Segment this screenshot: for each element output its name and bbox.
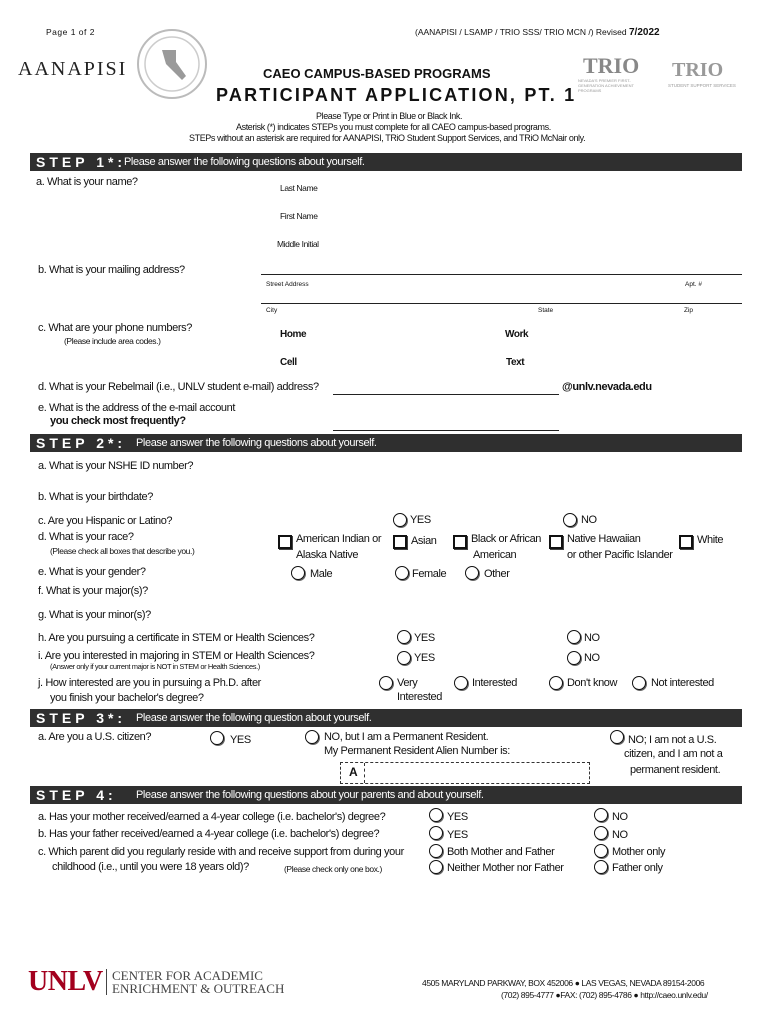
father-only-radio[interactable]: [594, 860, 608, 874]
phd-dont-know-radio[interactable]: [549, 676, 563, 690]
neither-parent-radio[interactable]: [429, 860, 443, 874]
state-label: State: [538, 307, 554, 314]
race-american-indian-label-2: Alaska Native: [296, 549, 359, 561]
trio-logo-premier: TRIO: [583, 53, 640, 78]
program-title: CAEO CAMPUS-BASED PROGRAMS: [263, 66, 491, 81]
rebelmail-field[interactable]: [333, 394, 559, 395]
question-birthdate: b. What is your birthdate?: [38, 491, 153, 503]
question-race: d. What is your race?: [38, 531, 134, 543]
instruction-steps: STEPs without an asterisk are required for AANAPISI, TRiO Student Support Services, and TRiO McNair only.: [189, 133, 586, 143]
street-address-label: Street Address: [266, 281, 309, 288]
footer-contact: (702) 895-4777 ●FAX: (702) 895-4786 ● http://caeo.unlv.edu/: [501, 990, 708, 1000]
mother-only-label: Mother only: [612, 846, 666, 858]
father-degree-no-label: NO: [612, 829, 628, 841]
both-parents-radio[interactable]: [429, 844, 443, 858]
father-degree-yes-radio[interactable]: [429, 826, 443, 840]
question-email-line2: you check most frequently?: [50, 415, 186, 427]
cell-phone-label: Cell: [280, 357, 297, 368]
phone-note: (Please include area codes.): [64, 336, 161, 346]
parent-note: (Please check only one box.): [284, 864, 382, 874]
last-name-label: Last Name: [280, 183, 318, 193]
interested-no-radio[interactable]: [567, 651, 581, 665]
caeo-name-line2: ENRICHMENT & OUTREACH: [112, 981, 285, 996]
alien-number-field[interactable]: [340, 762, 590, 784]
gender-male-radio[interactable]: [291, 566, 305, 580]
neither-parent-label: Neither Mother nor Father: [447, 862, 564, 874]
question-nshe: a. What is your NSHE ID number?: [38, 460, 194, 472]
certificate-no-radio[interactable]: [567, 630, 581, 644]
city-state-zip-field[interactable]: [261, 303, 742, 304]
step2-band: [30, 434, 742, 452]
interested-yes-radio[interactable]: [397, 651, 411, 665]
unlv-wordmark: UNLV: [28, 966, 103, 997]
alien-number-divider: [364, 763, 365, 783]
mother-degree-no-radio[interactable]: [594, 808, 608, 822]
question-major: f. What is your major(s)?: [38, 585, 148, 597]
hispanic-yes-radio[interactable]: [393, 513, 407, 527]
phd-very-label-2: Interested: [397, 691, 442, 703]
step3-label: STEP 3*:: [36, 710, 127, 726]
race-asian-checkbox[interactable]: [393, 535, 407, 549]
hispanic-no-label: NO: [581, 514, 597, 526]
race-black-label-2: American: [473, 549, 517, 561]
certificate-yes-radio[interactable]: [397, 630, 411, 644]
home-phone-label: Home: [280, 329, 307, 340]
frequent-email-field[interactable]: [333, 430, 559, 431]
interested-yes-label: YES: [414, 652, 435, 664]
revision-line: [415, 27, 660, 38]
mother-degree-yes-label: YES: [447, 811, 468, 823]
father-degree-yes-label: YES: [447, 829, 468, 841]
phd-very-interested-radio[interactable]: [379, 676, 393, 690]
phd-not-interested-label: Not interested: [651, 677, 714, 689]
race-white-checkbox[interactable]: [679, 535, 693, 549]
certificate-yes-label: YES: [414, 632, 435, 644]
mother-only-radio[interactable]: [594, 844, 608, 858]
alien-number-prefix: A: [349, 765, 358, 779]
trio-logo-sss: TRIO: [672, 59, 724, 81]
race-american-indian-label: American Indian or: [296, 533, 382, 545]
citizen-yes-label: YES: [230, 734, 251, 746]
phd-interested-radio[interactable]: [454, 676, 468, 690]
trio-logo-premier-tagline: NEVADA'S PREMIER FIRST-GENERATION ACHIEVEMENT PROGRAMS: [578, 78, 634, 93]
phd-very-label: Very: [397, 677, 418, 689]
question-mother-degree: a. Has your mother received/earned a 4-year college (i.e. bachelor's) degree?: [38, 811, 386, 823]
instruction-asterisk: Asterisk (*) indicates STEPs you must complete for all CAEO campus-based programs.: [236, 122, 551, 132]
phd-interested-label: Interested: [472, 677, 517, 689]
page-number: Page 1 of 2: [46, 27, 95, 37]
hispanic-no-radio[interactable]: [563, 513, 577, 527]
race-asian-label: Asian: [411, 535, 437, 547]
question-certificate: h. Are you pursuing a certificate in STEM or Health Sciences?: [38, 632, 315, 644]
not-citizen-label-2: citizen, and I am not a: [624, 748, 723, 760]
step1-label: STEP 1*:: [36, 154, 127, 170]
revision-date: 7/2022: [628, 27, 660, 38]
question-parent-line2: childhood (i.e., until you were 18 years old)?: [52, 861, 249, 873]
nevada-seal-icon: [136, 28, 208, 100]
citizen-yes-radio[interactable]: [210, 731, 224, 745]
interested-note: (Answer only if your current major is NOT in STEM or Health Sciences.): [50, 662, 260, 671]
permanent-resident-label: NO, but I am a Permanent Resident.: [324, 731, 489, 743]
gender-other-radio[interactable]: [465, 566, 479, 580]
text-phone-label: Text: [506, 357, 525, 368]
gender-female-label: Female: [412, 568, 447, 580]
gender-female-radio[interactable]: [395, 566, 409, 580]
phd-dont-know-label: Don't know: [567, 677, 618, 689]
question-parent-line1: c. Which parent did you regularly reside with and receive support from during your: [38, 846, 404, 858]
mother-degree-no-label: NO: [612, 811, 628, 823]
step3-message: Please answer the following question about yourself.: [136, 712, 372, 724]
question-father-degree: b. Has your father received/earned a 4-year college (i.e. bachelor's) degree?: [38, 828, 380, 840]
gender-other-label: Other: [484, 568, 510, 580]
certificate-no-label: NO: [584, 632, 600, 644]
aanapisi-logo: AANAPISI: [18, 58, 128, 80]
mother-degree-yes-radio[interactable]: [429, 808, 443, 822]
both-parents-label: Both Mother and Father: [447, 846, 555, 858]
caeo-name-line1: CENTER FOR ACADEMIC: [112, 968, 263, 983]
not-citizen-label-1: NO; I am not a U.S.: [628, 734, 717, 746]
question-interested: i. Are you interested in majoring in STEM or Health Sciences?: [38, 650, 315, 662]
gender-male-label: Male: [310, 568, 333, 580]
street-address-field[interactable]: [261, 274, 742, 275]
zip-label: Zip: [684, 307, 694, 314]
question-email-line1: e. What is the address of the e-mail account: [38, 402, 236, 414]
question-minor: g. What is your minor(s)?: [38, 609, 151, 621]
logo-divider: [106, 969, 107, 995]
race-hawaiian-label-2: or other Pacific Islander: [567, 549, 673, 561]
father-only-label: Father only: [612, 862, 663, 874]
apt-label: Apt. #: [685, 281, 702, 288]
revision-label: (AANAPISI / LSAMP / TRIO SSS/ TRIO MCN /) Revised: [415, 27, 629, 37]
trio-logo-sss-tagline: STUDENT SUPPORT SERVICES: [668, 83, 736, 88]
question-gender: e. What is your gender?: [38, 566, 146, 578]
hispanic-yes-label: YES: [410, 514, 431, 526]
not-citizen-label-3: permanent resident.: [630, 764, 721, 776]
phd-not-interested-radio[interactable]: [632, 676, 646, 690]
question-address: b. What is your mailing address?: [38, 264, 185, 276]
question-phd-line2: you finish your bachelor's degree?: [50, 692, 204, 704]
step4-band: [30, 786, 742, 804]
step3-band: [30, 709, 742, 727]
first-name-label: First Name: [280, 211, 318, 221]
question-phd-line1: j. How interested are you in pursuing a Ph.D. after: [38, 677, 261, 689]
citizen-no-radio[interactable]: [610, 730, 624, 744]
race-black-checkbox[interactable]: [453, 535, 467, 549]
father-degree-no-radio[interactable]: [594, 826, 608, 840]
instruction-ink: Please Type or Print in Blue or Black Ink.: [316, 111, 463, 121]
race-note: (Please check all boxes that describe you.): [50, 546, 195, 556]
race-black-label: Black or African: [471, 533, 542, 545]
footer-address: 4505 MARYLAND PARKWAY, BOX 452006 ● LAS VEGAS, NEVADA 89154-2006: [422, 978, 705, 988]
question-name: a. What is your name?: [36, 176, 138, 188]
work-phone-label: Work: [505, 329, 529, 340]
form-title: PARTICIPANT APPLICATION, PT. 1: [216, 85, 577, 105]
middle-initial-label: Middle Initial: [277, 239, 319, 249]
citizen-permanent-resident-radio[interactable]: [305, 730, 319, 744]
race-hawaiian-label: Native Hawaiian: [567, 533, 641, 545]
question-rebelmail: d. What is your Rebelmail (i.e., UNLV student e-mail) address?: [38, 381, 319, 393]
step4-message: Please answer the following questions about your parents and about yourself.: [136, 789, 484, 801]
alien-number-label: My Permanent Resident Alien Number is:: [324, 745, 510, 757]
race-hawaiian-checkbox[interactable]: [549, 535, 563, 549]
race-white-label: White: [697, 534, 724, 546]
question-citizen: a. Are you a U.S. citizen?: [38, 731, 152, 743]
step2-message: Please answer the following questions about yourself.: [136, 437, 377, 449]
rebelmail-domain: @unlv.nevada.edu: [562, 381, 652, 393]
interested-no-label: NO: [584, 652, 600, 664]
step2-label: STEP 2*:: [36, 435, 127, 451]
question-phone: c. What are your phone numbers?: [38, 322, 192, 334]
question-hispanic: c. Are you Hispanic or Latino?: [38, 515, 173, 527]
step1-band: [30, 153, 742, 171]
step4-label: STEP 4:: [36, 787, 117, 803]
step1-message: Please answer the following questions about yourself.: [124, 156, 365, 168]
city-label: City: [266, 307, 278, 314]
race-american-indian-checkbox[interactable]: [278, 535, 292, 549]
